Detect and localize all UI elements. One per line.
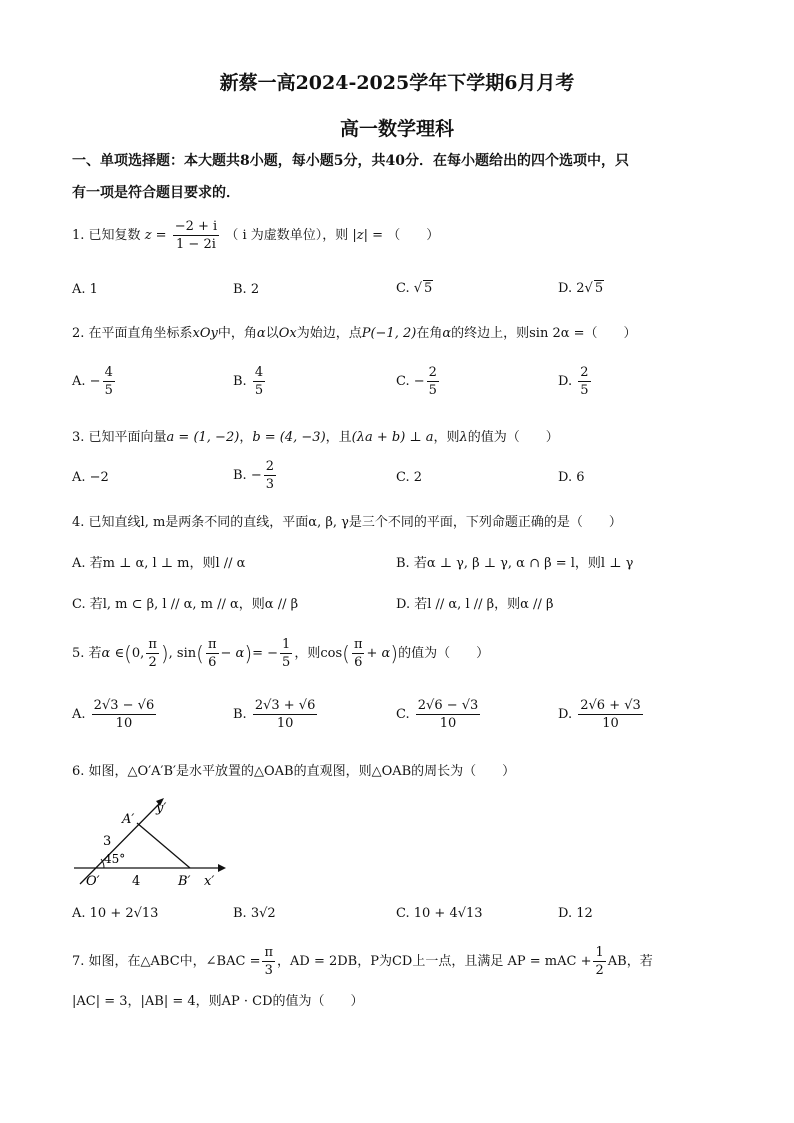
q4-option-d: D. 若l // α, l // β，则α // β (396, 597, 554, 612)
question-1: 1. 已知复数 z = $\frac{-2 + i}{1 - 2i}$ （ i 为虚数单位），则 |z| = （ ） (72, 219, 440, 252)
question-7-line1: 7. 如图，在△ABC中，∠BAC = $\frac{\pi}{3}$ ，AD = 2DB，P为CD上一点，且满足 AP = mAC + $\frac{1}{2}$ AB，若 (72, 945, 653, 978)
section-heading-line1: 一、单项选择题：本大题共8小题，每小题5分，共40分．在每小题给出的四个选项中，只 (72, 153, 629, 169)
page-title: 新蔡一高2024-2025学年下学期6月月考 (219, 72, 575, 94)
q4-option-a: A. 若m ⊥ α, l ⊥ m，则l // α (72, 556, 246, 571)
page-subtitle: 高一数学理科 (339, 118, 454, 140)
q2-option-b: B. $\frac{4}{5}$ (233, 365, 264, 398)
question-5: 5. 若α ∈(0, $\frac{\pi}{2}$ ), sin( $\frac{\pi}{6}$ − α)= − $\frac{1}{5}$ ，则cos( $\frac{\pi}{6}$ + α)的值为（ ） (72, 637, 490, 670)
q1-option-d: D. 2√ 5 (558, 281, 604, 296)
q1-option-c: C. √ 5 (396, 281, 433, 296)
q5-option-b: B. $\frac{2√3 + √6}{10}$ (233, 698, 316, 731)
q1-fraction: $\frac{-2 + i}{1 - 2i}$ (174, 219, 218, 252)
q5-option-c: C. $\frac{2√6 - √3}{10}$ (396, 698, 479, 731)
q6-figure (70, 795, 230, 895)
q2-option-d: D. $\frac{2}{5}$ (558, 365, 589, 398)
label-b: B′ (178, 874, 191, 889)
q6-option-b: B. 3√2 (233, 906, 276, 921)
question-3: 3. 已知平面向量a = (1, −2)，b = (4, −3)，且(λa + b) ⊥ a，则λ的值为（ ） (72, 430, 559, 445)
label-angle: 45° (104, 852, 126, 866)
y-axis (80, 803, 160, 884)
question-6: 6. 如图，△O′A′B′是水平放置的△OAB的直观图，则△OAB的周长为（ ） (72, 764, 516, 779)
label-side-oa: 3 (103, 834, 112, 849)
q3-option-d: D. 6 (558, 470, 585, 485)
question-2: 2. 在平面直角坐标系xOy中，角α以Ox为始边，点P(−1, 2)在角α的终边上，则sin 2α =（ ） (72, 326, 637, 341)
label-x: x′ (204, 874, 215, 889)
q2-option-c: C. − $\frac{2}{5}$ (396, 365, 437, 398)
label-o: O′ (86, 874, 100, 889)
section-heading-line2: 有一项是符合题目要求的． (72, 185, 240, 201)
label-y: y′ (156, 801, 167, 816)
q5-option-d: D. $\frac{2√6 + √3}{10}$ (558, 698, 641, 731)
q3-option-b: B. − $\frac{2}{3}$ (233, 459, 275, 492)
q3-option-a: A. −2 (72, 470, 109, 485)
q3-option-c: C. 2 (396, 470, 423, 485)
q1-option-a: A. 1 (72, 282, 98, 297)
q4-option-c: C. 若l, m ⊂ β, l // α, m // α，则α // β (72, 597, 299, 612)
x-axis-arrow (218, 864, 226, 872)
q6-option-d: D. 12 (558, 906, 593, 921)
q6-option-c: C. 10 + 4√13 (396, 906, 483, 921)
segment-a-b (137, 823, 190, 868)
q1-option-b: B. 2 (233, 282, 260, 297)
q5-option-a: A. $\frac{2√3 - √6}{10}$ (72, 698, 155, 731)
question-4: 4. 已知直线l, m是两条不同的直线，平面α, β, γ是三个不同的平面，下列命题正确的是（ ） (72, 515, 622, 530)
q4-option-b: B. 若α ⊥ γ, β ⊥ γ, α ∩ β = l，则l ⊥ γ (396, 556, 634, 571)
q6-option-a: A. 10 + 2√13 (72, 906, 159, 921)
label-side-ob: 4 (132, 874, 141, 889)
label-a: A′ (122, 812, 135, 827)
q2-option-a: A. − $\frac{4}{5}$ (72, 365, 113, 398)
question-7-line2: |AC| = 3，|AB| = 4，则AP · CD的值为（ ） (72, 994, 364, 1009)
